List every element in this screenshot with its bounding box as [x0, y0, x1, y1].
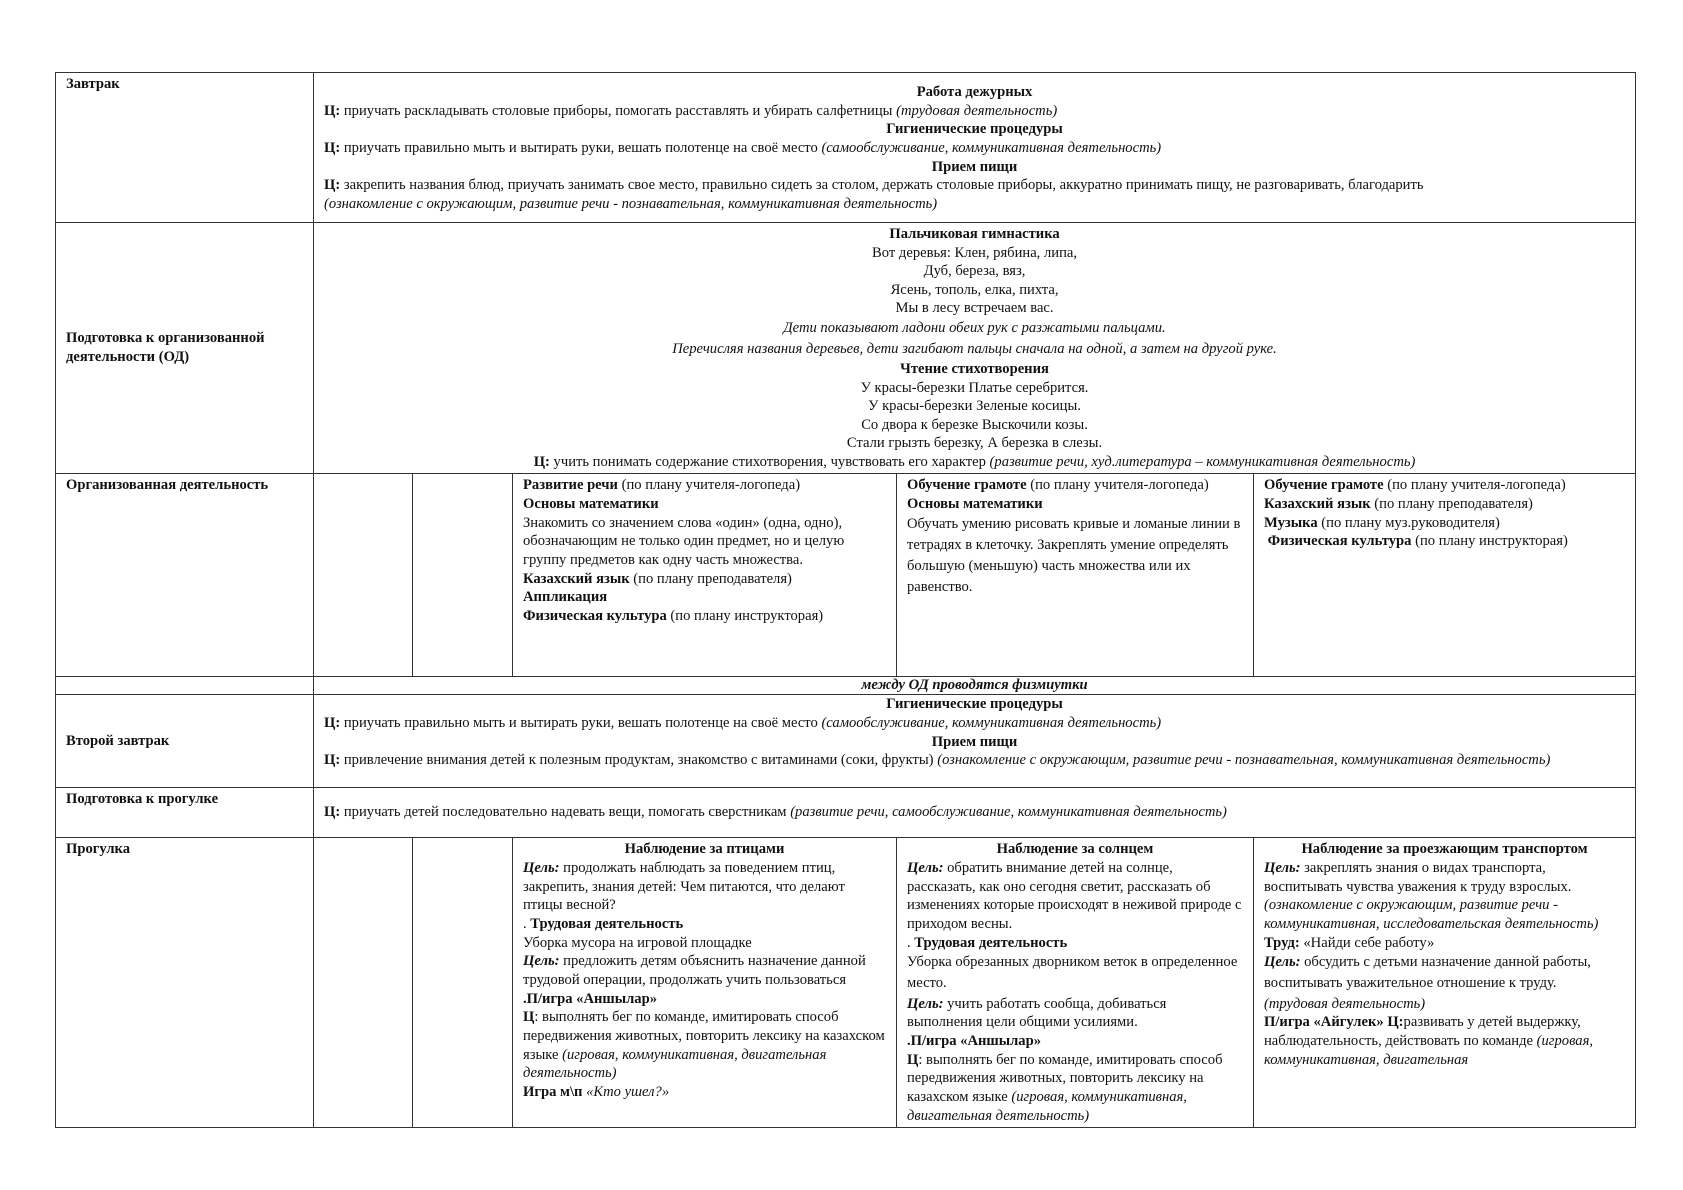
- break-note: между ОД проводятся физмиутки: [314, 677, 1636, 695]
- row-label-second-breakfast: Второй завтрак: [56, 695, 314, 788]
- row-second-breakfast: [56, 695, 1636, 788]
- finger-line: Дуб, береза, вяз,: [923, 263, 1026, 280]
- empty-cell: [314, 474, 413, 677]
- poem-goal: Ц: учить понимать содержание стихотворения, чувствовать его характер (развитие речи, худ.литература – коммуникативная деятельность): [533, 453, 1416, 470]
- row-label-walk-prep: Подготовка к прогулке: [56, 788, 314, 838]
- empty-cell: [413, 838, 513, 1128]
- walk-prep-content: Ц: приучать детей последовательно надевать вещи, помогать сверстникам (развитие речи, самообслуживание, коммуникативная деятельность): [314, 788, 1636, 838]
- finger-note: Перечисляя названия деревьев, дети загибают пальцы сначала на одной, а затем на другой руке.: [672, 340, 1277, 357]
- daily-plan-table: [55, 72, 1636, 1128]
- walk-day4: Наблюдение за солнцем Цель: обратить внимание детей на солнце, рассказать, как оно сегодня светит, рассказать об изменениях которые происходят в неживой природе с приходом весны. . Трудовая деятельность Уборка обрезанных дворником веток в определенное место. Цель: учить работать сообща, добиваться выполнения цели общими усилиями. .П/игра «Аншылар» Ц: выполнять бег по команде, имитировать способ передвижения животных, повторить лексику на казахском языке (игровая, коммуникативная, двигательная деятельность): [897, 838, 1254, 1128]
- row-break-note: [56, 677, 1636, 695]
- second-breakfast-content: Гигиенические процедуры Ц: приучать правильно мыть и вытирать руки, вешать полотенце на своё место (самообслуживание, коммуникативная деятельность) Прием пищи Ц: привлечение внимания детей к полезным продуктам, знакомство с витаминами (соки, фрукты) (ознакомление с окружающим, развитие речи - познавательная, коммуникативная деятельность): [314, 695, 1636, 788]
- hygiene-goal: Ц: приучать правильно мыть и вытирать руки, вешать полотенце на своё место (самообслуживание, коммуникативная деятельность): [324, 140, 1162, 157]
- row-walk-prep: [56, 788, 1636, 838]
- empty-cell: [56, 677, 314, 695]
- meal-title: Прием пищи: [931, 158, 1018, 175]
- poem-line: Со двора к березке Выскочили козы.: [861, 416, 1088, 433]
- poem-line: Стали грызть березку, А березка в слезы.: [846, 435, 1103, 452]
- poem-line: У красы-березки Платье серебрится.: [860, 379, 1089, 396]
- row-label-walk: Прогулка: [56, 838, 314, 1128]
- row-breakfast: [56, 73, 1636, 223]
- poem-title: Чтение стихотворения: [900, 360, 1049, 377]
- walk-day3: Наблюдение за птицами Цель: продолжать наблюдать за поведением птиц, закрепить, знания детей: Чем питаются, что делают птицы весной? . Трудовая деятельность Уборка мусора на игровой площадке Цель: предложить детям объяснить назначение данной трудовой операции, продолжать учить пользоваться .П/игра «Аншылар» Ц: выполнять бег по команде, имитировать способ передвижения животных, повторить лексику на казахском языке (игровая, коммуникативная, двигательная деятельность) Игра м\п «Кто ушел?»: [513, 838, 897, 1128]
- meal-note: (ознакомление с окружающим, развитие речи - познавательная, коммуникативная деятельность): [324, 196, 938, 213]
- row-label-breakfast: Завтрак: [56, 73, 314, 223]
- empty-cell: [413, 474, 513, 677]
- duty-goal: Ц: приучать раскладывать столовые приборы, помогать расставлять и убирать салфетницы (трудовая деятельность): [324, 102, 1058, 119]
- finger-line: Вот деревья: Клен, рябина, липа,: [872, 244, 1078, 261]
- breakfast-content: [314, 73, 1636, 223]
- finger-line: Мы в лесу встречаем вас.: [895, 300, 1054, 317]
- finger-line: Ясень, тополь, елка, пихта,: [890, 281, 1059, 298]
- finger-title: Пальчиковая гимнастика: [889, 226, 1060, 242]
- row-label-org-activity: Организованная деятельность: [56, 474, 314, 677]
- org-activity-day4: Обучение грамоте (по плану учителя-логопеда) Основы математики Обучать умению рисовать кривые и ломаные линии в тетрадях в клеточку. Закреплять умение определять большую (меньшую) часть множества или их равенство.: [897, 474, 1254, 677]
- prep-od-content: [314, 223, 1636, 474]
- empty-cell: [314, 838, 413, 1128]
- meal-goal: Ц: закрепить названия блюд, приучать занимать свое место, правильно сидеть за столом, держать столовые приборы, аккуратно принимать пищу, не разговаривать, благодарить: [324, 177, 1424, 194]
- row-prep-od: [56, 223, 1636, 474]
- duty-title: Работа дежурных: [916, 84, 1033, 100]
- row-org-activity: [56, 474, 1636, 677]
- org-activity-day5: Обучение грамоте (по плану учителя-логопеда) Казахский язык (по плану преподавателя) Музыка (по плану муз.руководителя) Физическая культура (по плану инструкторая): [1254, 474, 1636, 677]
- org-activity-day3: Развитие речи (по плану учителя-логопеда) Основы математики Знакомить со значением слова «один» (одна, одно), обозначающим не только один предмет, но и целую группу предметов как одну часть множества. Казахский язык (по плану преподавателя) Аппликация Физическая культура (по плану инструкторая): [513, 474, 897, 677]
- row-walk: [56, 838, 1636, 1128]
- row-label-prep-od: Подготовка к организованной деятельности (ОД): [56, 223, 314, 474]
- poem-line: У красы-березки Зеленые косицы.: [868, 398, 1081, 415]
- finger-note: Дети показывают ладони обеих рук с разжатыми пальцами.: [783, 319, 1166, 336]
- hygiene-title: Гигиенические процедуры: [886, 121, 1063, 138]
- walk-day5: Наблюдение за проезжающим транспортом Цель: закреплять знания о видах транспорта, воспитывать чувства уважения к труду взрослых. (ознакомление с окружающим, развитие речи - коммуникативная, исследовательская деятельность) Труд: «Найди себе работу» Цель: обсудить с детьми назначение данной работы, воспитывать уважительное отношение к труду. (трудовая деятельность) П/игра «Айгулек» Ц:развивать у детей выдержку, наблюдательность, действовать по команде (игровая, коммуникативная, двигательная: [1254, 838, 1636, 1128]
